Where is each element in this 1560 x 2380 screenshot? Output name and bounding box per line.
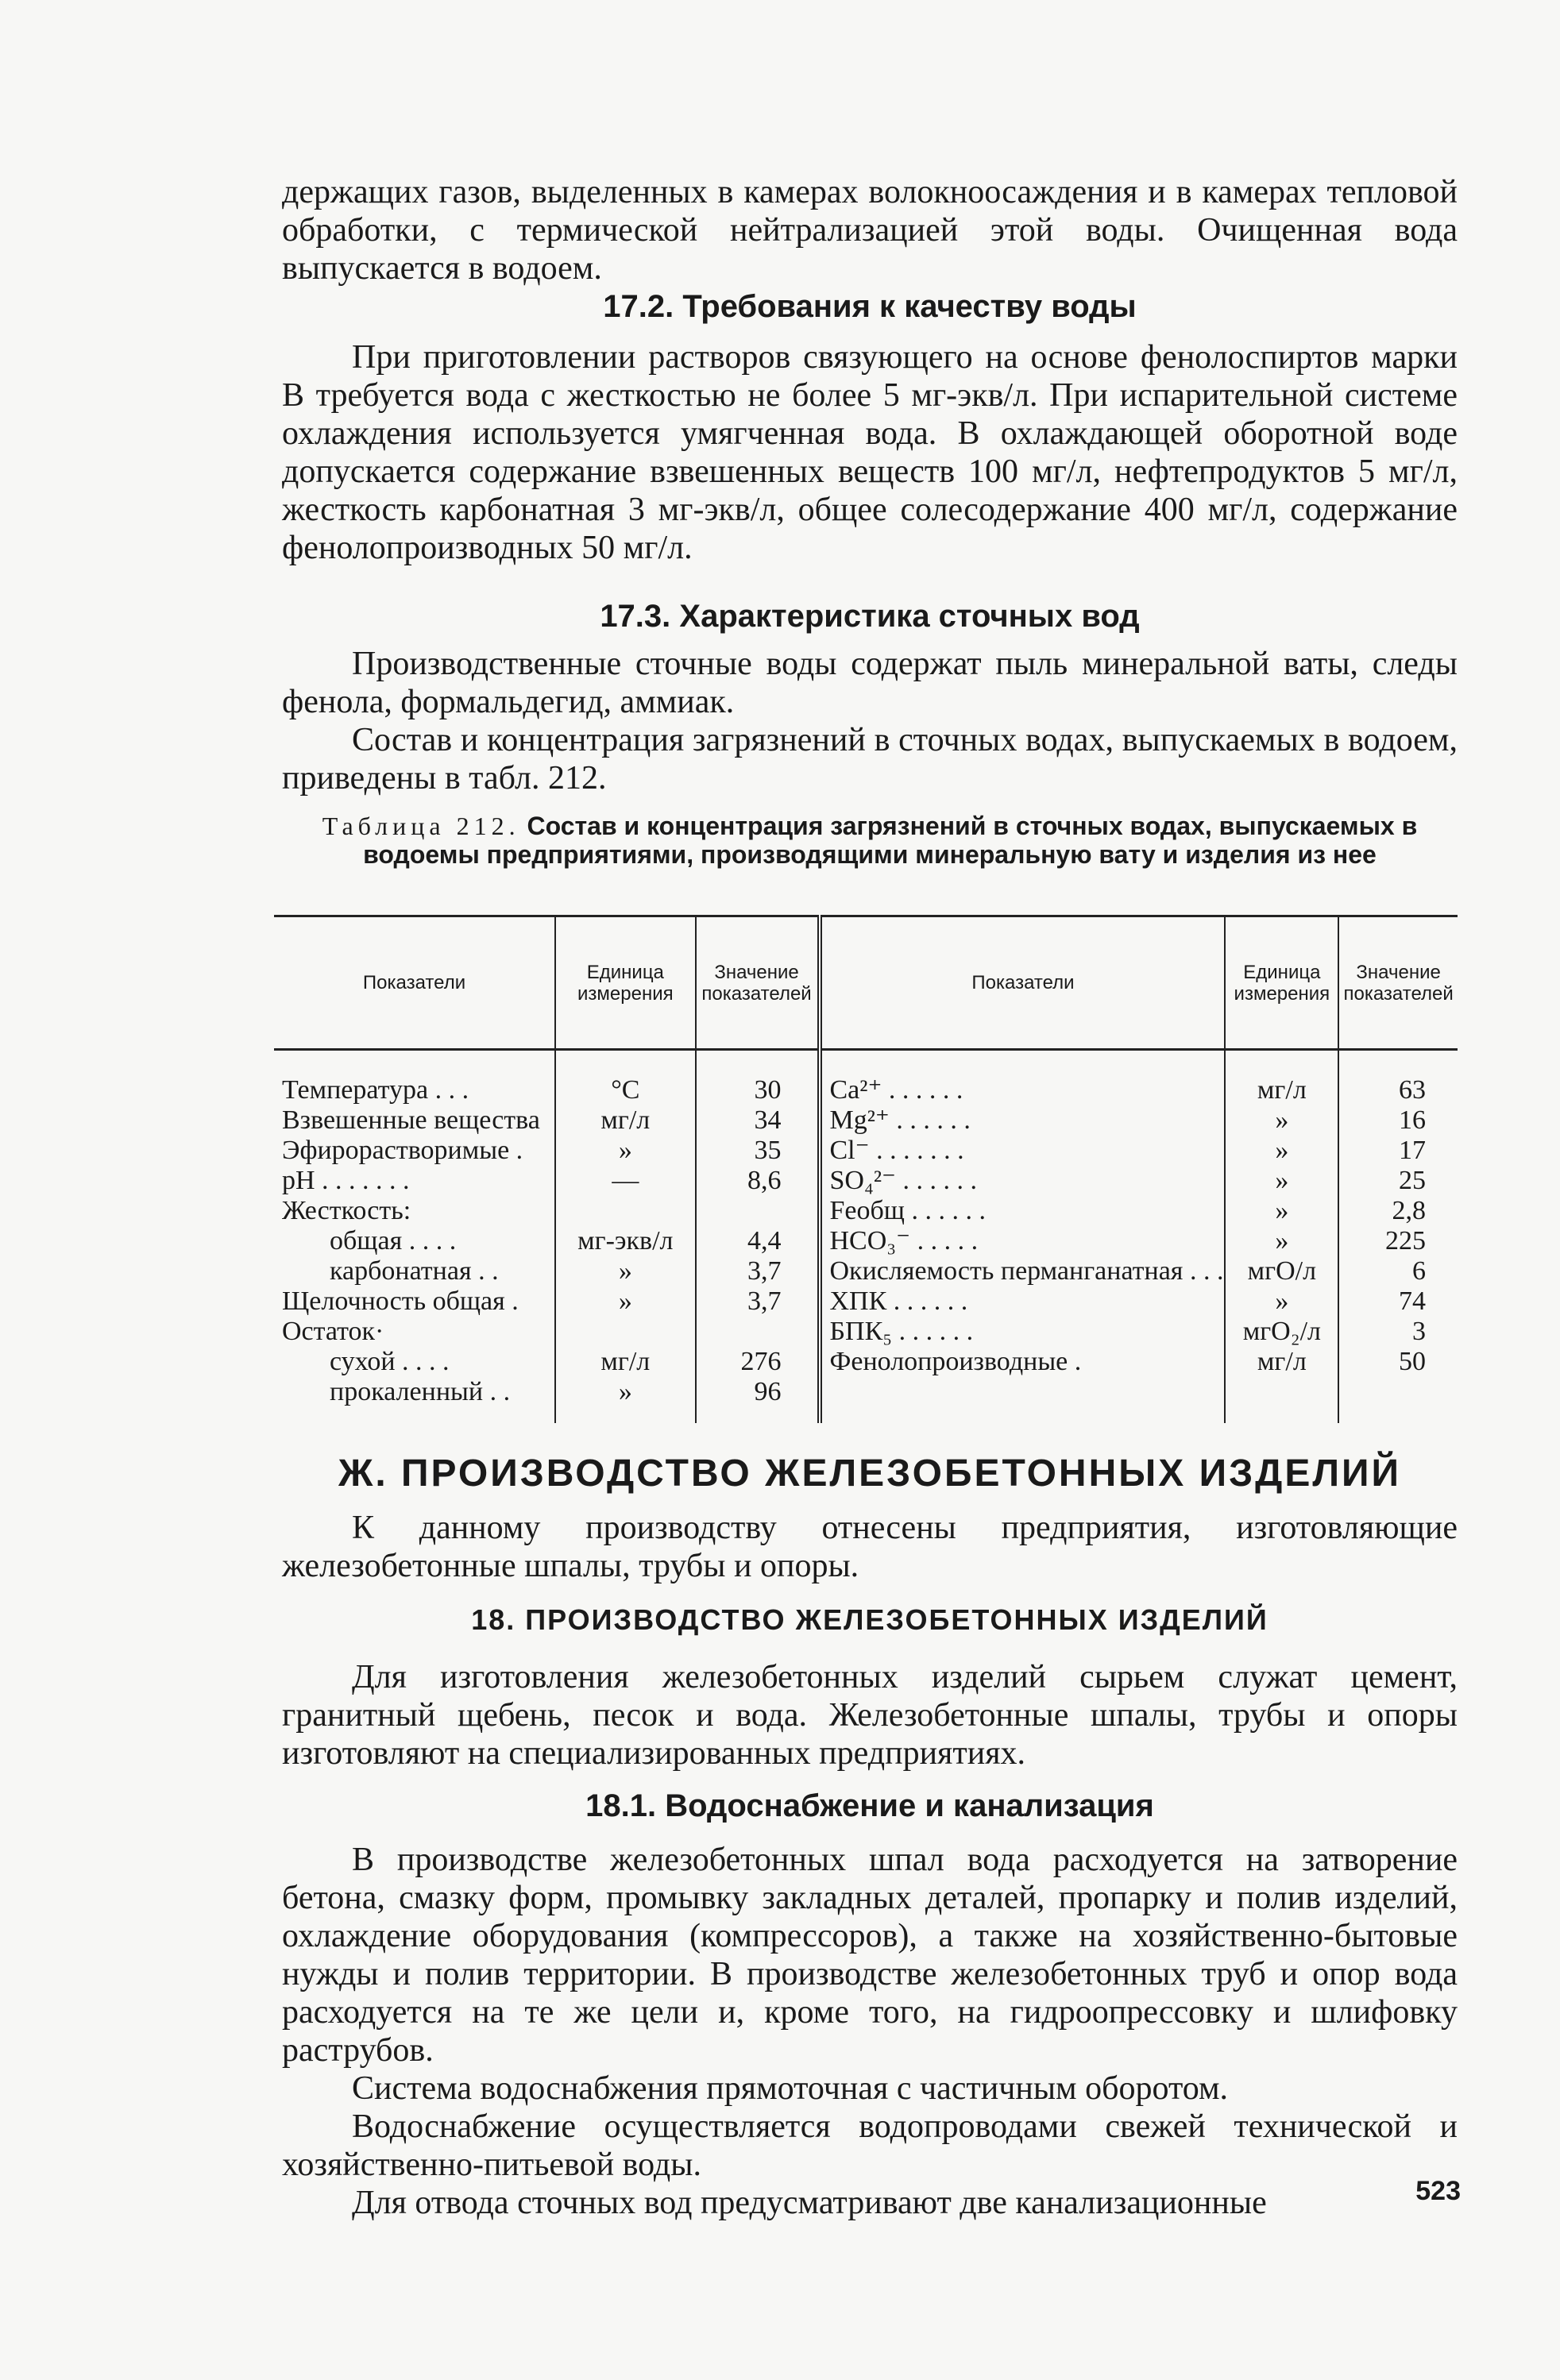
unit-cell: мг/л: [1225, 1347, 1338, 1377]
section-heading: 18.1. Водоснабжение и канализация: [585, 1788, 1154, 1823]
unit-cell: мг/л: [555, 1105, 696, 1136]
param-name-cell: HCO₃⁻ . . . . .: [820, 1226, 1226, 1256]
value-cell: 16: [1399, 1105, 1426, 1135]
param-name-cell: pH . . . . . . .: [274, 1166, 555, 1196]
section-paragraph: Производственные сточные воды содержат пыль минеральной ваты, следы фенола, формальдегид, аммиак.: [282, 646, 1458, 720]
column-header: Показатели: [820, 916, 1226, 1050]
unit-cell: »: [1225, 1166, 1338, 1196]
table-caption: [282, 812, 1458, 869]
section-heading: 18. ПРОИЗВОДСТВО ЖЕЛЕЗОБЕТОННЫХ ИЗДЕЛИЙ: [471, 1603, 1268, 1636]
unit-cell: [555, 1196, 696, 1226]
unit-cell: мг-экв/л: [555, 1226, 696, 1256]
value-cell: 35: [696, 1136, 820, 1166]
unit-cell: »: [1225, 1196, 1338, 1226]
value-cell: 50: [1399, 1346, 1426, 1376]
param-name-cell: Температура . . .: [274, 1050, 555, 1105]
section-18-1: [282, 1787, 1458, 2222]
param-name-cell: сухой . . . .: [274, 1347, 555, 1377]
section-paragraph: При приготовлении растворов связующего на основе фенолоспиртов марки В требуется вода с жесткостью не более 5 мг-экв/л. При испарительной системе охлаждения используется умягченная вода. В охлаждающей оборотной воде допускается содержание взвешенных веществ 100 мг/л, нефтепродуктов 5 мг/л, жесткость карбонатная 3 мг-экв/л, общее солесодержание 400 мг/л, содержание фенолопроизводных 50 мг/л.: [282, 339, 1458, 566]
table-row: [274, 1105, 1458, 1136]
value-cell: 17: [1399, 1135, 1426, 1165]
unit-cell: [1225, 1377, 1338, 1407]
table-spacer-row: [274, 1407, 1458, 1423]
unit-cell: »: [555, 1136, 696, 1166]
table-row: [274, 1226, 1458, 1256]
unit-cell: мгO₂/л: [1225, 1317, 1338, 1347]
value-cell: 225: [1385, 1225, 1426, 1256]
section-paragraph: К данному производству отнесены предприятия, изготовляющие железобетонные шпалы, трубы и опоры.: [282, 1510, 1458, 1584]
table-row: [274, 1166, 1458, 1196]
unit-cell: »: [555, 1286, 696, 1317]
column-header: Единица измерения: [1225, 916, 1338, 1050]
value-cell: 63: [1399, 1074, 1426, 1105]
table-row: [274, 1196, 1458, 1226]
table-row: [274, 1256, 1458, 1286]
table-row: [274, 1136, 1458, 1166]
section-zh: [282, 1452, 1458, 1585]
param-name-cell: SO₄²⁻ . . . . . .: [820, 1166, 1226, 1196]
section-heading: 17.3. Характеристика сточных вод: [600, 599, 1140, 634]
column-header: Значение показателей: [1343, 961, 1454, 1005]
unit-cell: »: [555, 1377, 696, 1407]
intro-block: [282, 173, 1458, 287]
value-cell: [696, 1196, 820, 1226]
unit-cell: »: [1225, 1105, 1338, 1136]
param-name-cell: Cl⁻ . . . . . . .: [820, 1136, 1226, 1166]
table-212: [274, 915, 1458, 1423]
page-number: 523: [1415, 2176, 1461, 2206]
value-cell: [696, 1317, 820, 1347]
param-name-cell: Фенолопроизводные .: [820, 1347, 1226, 1377]
param-name-cell: Эфирорастворимые .: [274, 1136, 555, 1166]
param-name-cell: Ca²⁺ . . . . . .: [820, 1050, 1226, 1105]
value-cell: 3,7: [696, 1256, 820, 1286]
value-cell: 8,6: [696, 1166, 820, 1196]
value-cell: 34: [696, 1105, 820, 1136]
table-row: [274, 1377, 1458, 1407]
param-name-cell: Окисляемость перманганатная . . .: [820, 1256, 1226, 1286]
section-paragraph: Состав и концентрация загрязнений в сточных водах, выпускаемых в водоем, приведены в табл. 212.: [282, 722, 1458, 797]
column-header: Показатели: [274, 916, 555, 1050]
intro-paragraph: держащих газов, выделенных в камерах волокноосаждения и в камерах тепловой обработки, с термической нейтрализацией этой воды. Очищенная вода выпускается в водоем.: [282, 174, 1458, 287]
section-17-3: [282, 597, 1458, 797]
param-name-cell: [820, 1377, 1226, 1407]
param-name-cell: БПК₅ . . . . . .: [820, 1317, 1226, 1347]
table-title: Состав и концентрация загрязнений в сточных водах, выпускаемых в водоемы предприятиями, производящими минеральную вату и изделия из нее: [363, 812, 1418, 869]
section-heading: 17.2. Требования к качеству воды: [603, 289, 1137, 324]
param-name-cell: ХПК . . . . . .: [820, 1286, 1226, 1317]
param-name-cell: Щелочность общая .: [274, 1286, 555, 1317]
column-header: Значение показателей: [696, 916, 820, 1050]
param-name-cell: Взвешенные вещества: [274, 1105, 555, 1136]
table-row: [274, 1347, 1458, 1377]
param-name-cell: карбонатная . .: [274, 1256, 555, 1286]
param-name-cell: Mg²⁺ . . . . . .: [820, 1105, 1226, 1136]
section-paragraph: Система водоснабжения прямоточная с частичным оборотом.: [352, 2070, 1229, 2107]
table-label: Таблица 212.: [322, 812, 520, 840]
value-cell: 2,8: [1392, 1195, 1426, 1225]
table-row: [274, 1286, 1458, 1317]
value-cell: 30: [696, 1050, 820, 1105]
param-name-cell: Feобщ . . . . . .: [820, 1196, 1226, 1226]
column-header: Единица измерения: [555, 916, 696, 1050]
section-17-2: [282, 287, 1458, 567]
unit-cell: мг/л: [555, 1347, 696, 1377]
unit-cell: [555, 1317, 696, 1347]
value-cell: 96: [696, 1377, 820, 1407]
value-cell: 3,7: [696, 1286, 820, 1317]
unit-cell: мгО/л: [1225, 1256, 1338, 1286]
unit-cell: —: [555, 1166, 696, 1196]
param-name-cell: Остаток·: [274, 1317, 555, 1347]
section-paragraph: Водоснабжение осуществляется водопроводами свежей технической и хозяйственно-питьевой воды.: [282, 2108, 1458, 2183]
unit-cell: »: [555, 1256, 696, 1286]
table-row: [274, 1317, 1458, 1347]
section-paragraph: В производстве железобетонных шпал вода расходуется на затворение бетона, смазку форм, промывку закладных деталей, пропарку и полив изделий, охлаждение оборудования (компрессоров), а также на хозяйственно-бытовые нужды и полив территории. В производстве железобетонных труб и опор вода расходуется на те же цели и, кроме того, на гидроопрессовку и шлифовку раструбов.: [282, 1842, 1458, 2069]
param-name-cell: общая . . . .: [274, 1226, 555, 1256]
chapter-heading: Ж. ПРОИЗВОДСТВО ЖЕЛЕЗОБЕТОННЫХ ИЗДЕЛИЙ: [338, 1452, 1402, 1495]
section-paragraph: Для отвода сточных вод предусматривают две канализационные: [352, 2185, 1267, 2221]
value-cell: 3: [1412, 1316, 1426, 1346]
section-paragraph: Для изготовления железобетонных изделий сырьем служат цемент, гранитный щебень, песок и вода. Железобетонные шпалы, трубы и опоры изготовляют на специализированных предприятиях.: [282, 1659, 1458, 1772]
value-cell: 276: [696, 1347, 820, 1377]
unit-cell: »: [1225, 1136, 1338, 1166]
table-row: [274, 1050, 1458, 1105]
value-cell: 25: [1399, 1165, 1426, 1195]
unit-cell: »: [1225, 1286, 1338, 1317]
value-cell: 6: [1412, 1256, 1426, 1286]
section-18: [282, 1601, 1458, 1772]
unit-cell: мг/л: [1225, 1050, 1338, 1105]
value-cell: 74: [1399, 1286, 1426, 1316]
value-cell: 4,4: [696, 1226, 820, 1256]
unit-cell: »: [1225, 1226, 1338, 1256]
table-body: [274, 1050, 1458, 1423]
param-name-cell: Жесткость:: [274, 1196, 555, 1226]
value-cell: [1338, 1377, 1458, 1407]
param-name-cell: прокаленный . .: [274, 1377, 555, 1407]
unit-cell: °С: [555, 1050, 696, 1105]
